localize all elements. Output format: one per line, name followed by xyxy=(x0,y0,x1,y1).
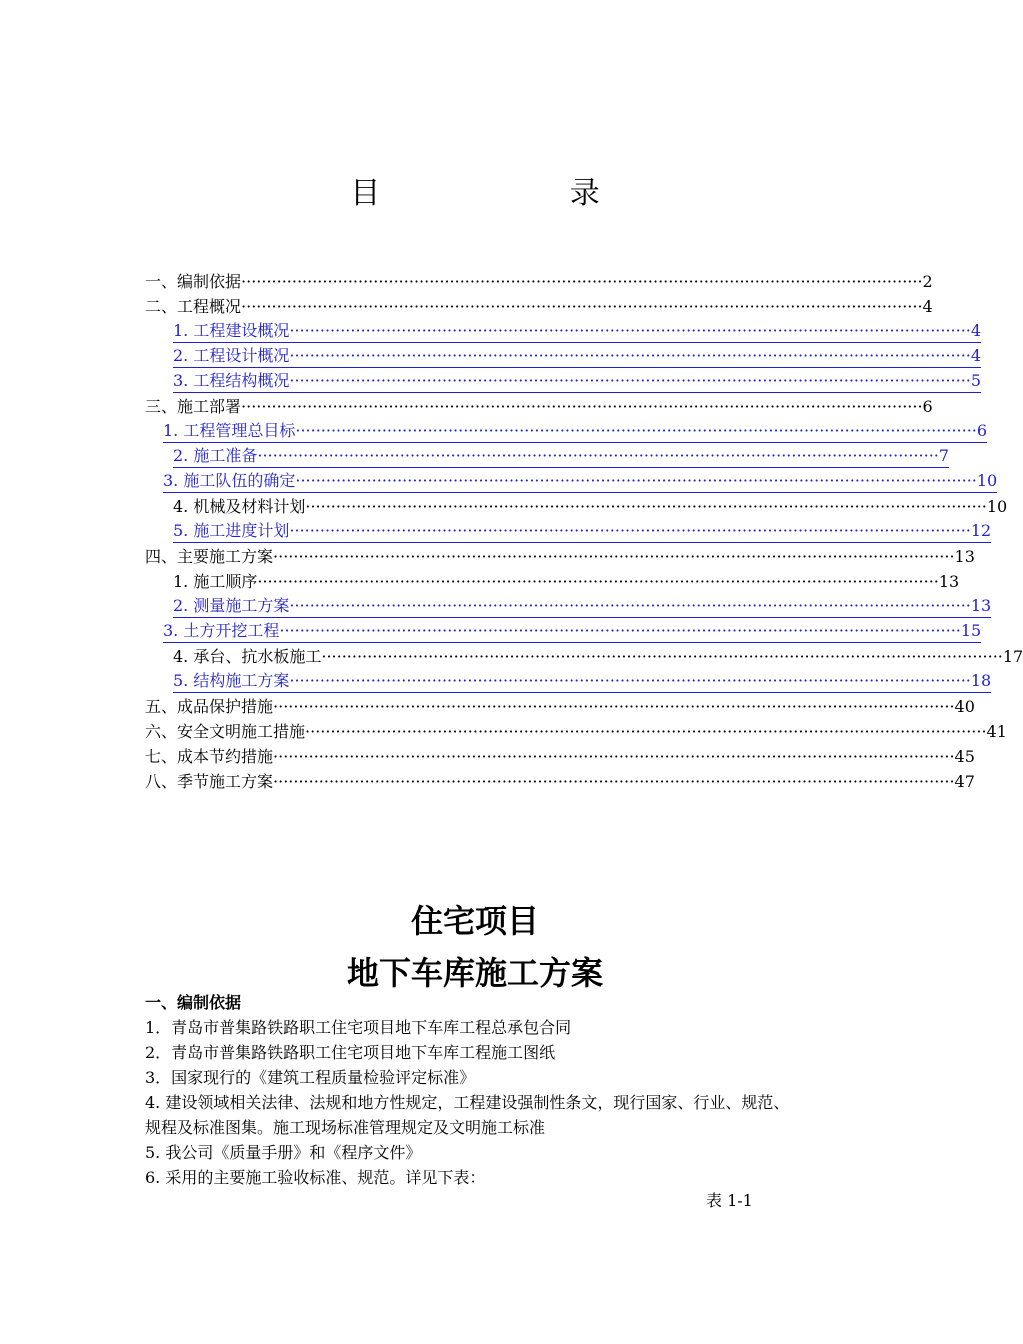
toc-entry-page: 4 xyxy=(970,321,982,340)
toc-entry-label: 1. 工程建设概况 xyxy=(173,321,290,340)
toc-leader-dots xyxy=(273,769,955,794)
toc-entry-label: 1. 施工顺序 xyxy=(173,572,258,591)
toc-entry xyxy=(145,569,960,594)
toc-entry-label: 3. 施工队伍的确定 xyxy=(163,471,296,490)
toc-leader-dots xyxy=(241,269,923,294)
toc-entry-label: 三、施工部署 xyxy=(145,397,242,416)
toc-entry-page: 41 xyxy=(986,722,1007,741)
toc-leader-dots xyxy=(289,319,971,342)
toc-entry-label: 4. 机械及材料计划 xyxy=(173,497,306,516)
toc-entry xyxy=(145,719,1007,744)
toc-leader-dots xyxy=(279,619,961,642)
toc-entry[interactable] xyxy=(145,369,982,394)
toc-entry xyxy=(145,644,1023,669)
toc-leader-dots xyxy=(241,394,923,419)
toc-leader-dots xyxy=(241,294,923,319)
toc-entry-page: 12 xyxy=(970,521,992,540)
toc-entry xyxy=(145,494,1008,519)
toc-entry-page: 2 xyxy=(922,272,933,291)
toc-entry-page: 40 xyxy=(954,697,975,716)
toc-leader-dots xyxy=(295,419,977,442)
toc-entry[interactable] xyxy=(145,619,982,644)
toc-entry xyxy=(145,744,975,769)
paragraph: 6. 采用的主要施工验收标准、规范。详见下表： xyxy=(145,1168,486,1187)
toc-entry xyxy=(145,769,975,794)
paragraph: 1．青岛市普集路铁路职工住宅项目地下车库工程总承包合同 xyxy=(145,1018,572,1037)
toc-leader-dots xyxy=(289,594,971,617)
paragraph: 3．国家现行的《建筑工程质量检验评定标准》 xyxy=(145,1068,476,1087)
document-body xyxy=(145,990,805,1190)
table-of-contents xyxy=(145,269,1023,794)
toc-entry-label: 八、季节施工方案 xyxy=(145,772,274,791)
paragraph: 5. 我公司《质量手册》和《程序文件》 xyxy=(145,1143,422,1162)
toc-entry-label: 七、成本节约措施 xyxy=(145,747,274,766)
toc-entry-label: 一、编制依据 xyxy=(145,272,242,291)
toc-entry-label: 5. 施工进度计划 xyxy=(173,521,290,540)
toc-entry[interactable] xyxy=(145,669,992,694)
toc-entry[interactable] xyxy=(145,419,988,444)
table-label: 表 1-1 xyxy=(706,1191,753,1210)
toc-entry-page: 17 xyxy=(1002,647,1023,666)
document-title-line2: 地下车库施工方案 xyxy=(346,954,603,992)
toc-entry-page: 6 xyxy=(976,421,988,440)
toc-entry-label: 3. 土方开挖工程 xyxy=(163,621,280,640)
toc-entry-label: 2. 测量施工方案 xyxy=(173,596,290,615)
toc-entry[interactable] xyxy=(145,519,992,544)
toc-entry-label: 1. 工程管理总目标 xyxy=(163,421,296,440)
toc-leader-dots xyxy=(289,344,971,367)
toc-entry-page: 5 xyxy=(970,371,982,390)
toc-entry-label: 2. 施工准备 xyxy=(173,446,258,465)
toc-leader-dots xyxy=(273,744,955,769)
toc-entry-label: 二、工程概况 xyxy=(145,297,242,316)
toc-leader-dots xyxy=(289,519,971,542)
toc-entry xyxy=(145,394,933,419)
toc-entry[interactable] xyxy=(145,594,992,619)
toc-entry-page: 4 xyxy=(970,346,982,365)
toc-entry-page: 15 xyxy=(960,621,982,640)
toc-title: 目 录 xyxy=(350,176,690,211)
toc-entry[interactable] xyxy=(145,444,950,469)
toc-entry-label: 五、成品保护措施 xyxy=(145,697,274,716)
toc-leader-dots xyxy=(257,444,939,467)
toc-entry-page: 7 xyxy=(938,446,950,465)
document-title-line1: 住宅项目 xyxy=(410,902,539,940)
toc-entry[interactable] xyxy=(145,344,982,369)
toc-leader-dots xyxy=(273,544,955,569)
toc-leader-dots xyxy=(305,719,987,744)
toc-entry xyxy=(145,294,933,319)
toc-entry xyxy=(145,269,933,294)
toc-entry-label: 5. 结构施工方案 xyxy=(173,671,290,690)
toc-leader-dots xyxy=(273,694,955,719)
toc-leader-dots xyxy=(289,369,971,392)
toc-entry-page: 13 xyxy=(970,596,992,615)
toc-entry-label: 六、安全文明施工措施 xyxy=(145,722,306,741)
toc-entry-label: 四、主要施工方案 xyxy=(145,547,274,566)
toc-entry-page: 10 xyxy=(986,497,1008,516)
toc-entry-label: 3. 工程结构概况 xyxy=(173,371,290,390)
paragraph: 2．青岛市普集路铁路职工住宅项目地下车库工程施工图纸 xyxy=(145,1043,556,1062)
toc-entry-page: 13 xyxy=(938,572,960,591)
toc-entry-page: 4 xyxy=(922,297,933,316)
toc-entry-page: 18 xyxy=(970,671,992,690)
toc-leader-dots xyxy=(295,469,977,492)
toc-entry-page: 45 xyxy=(954,747,975,766)
toc-entry xyxy=(145,694,975,719)
toc-leader-dots xyxy=(321,644,1003,669)
toc-entry xyxy=(145,544,975,569)
paragraph: 4. 建设领域相关法律、法规和地方性规定，工程建设强制性条文，现行国家、行业、规范、规程及标准图集。施工现场标准管理规定及文明施工标准 xyxy=(145,1093,790,1137)
toc-entry-label: 2. 工程设计概况 xyxy=(173,346,290,365)
toc-leader-dots xyxy=(289,669,971,692)
toc-leader-dots xyxy=(257,569,939,594)
toc-leader-dots xyxy=(305,494,987,519)
toc-entry[interactable] xyxy=(145,469,998,494)
toc-entry-page: 47 xyxy=(954,772,975,791)
section-heading: 一、编制依据 xyxy=(145,993,242,1012)
toc-entry-page: 13 xyxy=(954,547,975,566)
toc-entry[interactable] xyxy=(145,319,982,344)
toc-entry-label: 4. 承台、抗水板施工 xyxy=(173,647,322,666)
toc-entry-page: 6 xyxy=(922,397,933,416)
toc-entry-page: 10 xyxy=(976,471,998,490)
